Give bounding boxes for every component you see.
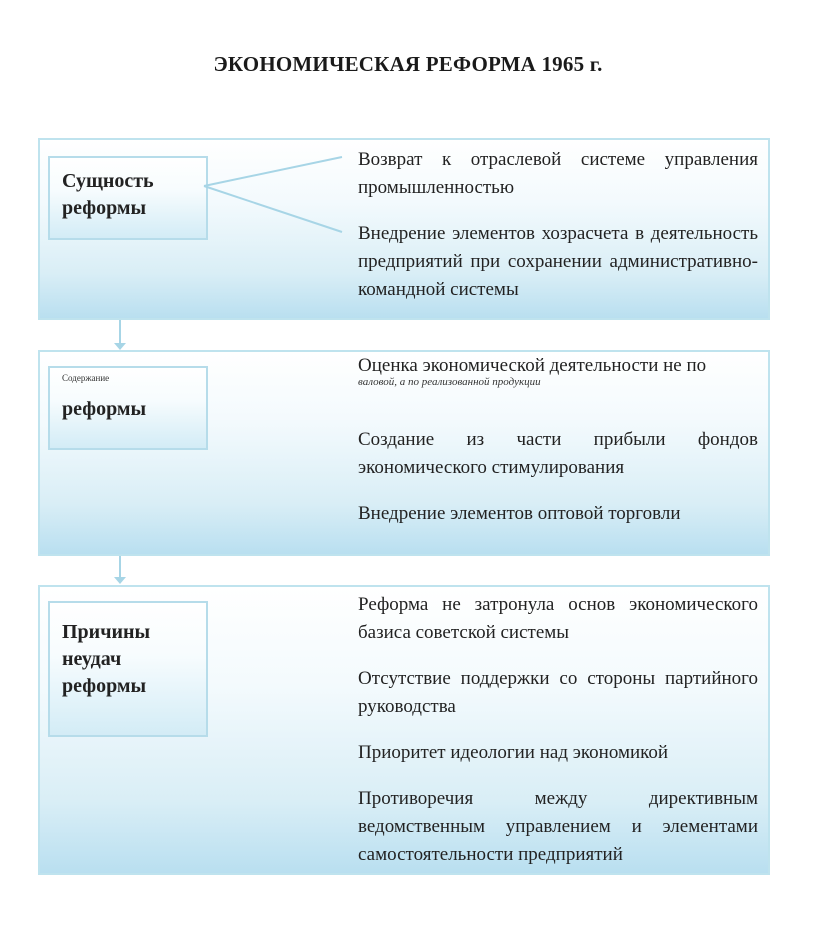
list-item: Создание из части прибыли фондов экономического стимулирования — [358, 429, 758, 478]
content-panel — [38, 350, 770, 556]
failure-items — [358, 591, 758, 869]
list-item: Внедрение элементов хозрасчета в деятельность предприятий при сохранении административно-командной системы — [358, 223, 758, 300]
list-item: Приоритет идеологии над экономикой — [358, 742, 669, 763]
list-item: Реформа не затронула основ экономического базиса советской системы — [358, 594, 758, 643]
essence-label: Сущность реформы — [62, 170, 154, 219]
content-label-box — [48, 366, 208, 450]
list-item-note: валовой, а по реализованной продукции — [358, 376, 541, 388]
list-item: Отсутствие поддержки со стороны партийного руководства — [358, 668, 758, 717]
failure-reasons-panel — [38, 585, 770, 875]
arrow-down-icon — [114, 577, 126, 584]
connector-line-1 — [204, 157, 342, 186]
failure-label-box — [48, 601, 208, 737]
failure-label: Причины неудач реформы — [62, 621, 151, 697]
content-items — [358, 352, 758, 528]
list-item: Противоречия между директивным ведомственным управлением и элементами самостоятельности предприятий — [358, 788, 758, 865]
essence-items — [358, 146, 758, 304]
flow-connector — [119, 320, 121, 344]
flow-connector — [119, 556, 121, 578]
list-item: Оценка экономической деятельности не по — [358, 355, 707, 376]
list-item: Возврат к отраслевой системе управления промышленностью — [358, 149, 758, 198]
arrow-down-icon — [114, 343, 126, 350]
connector-line-2 — [204, 186, 342, 232]
content-label-faint: Содержание — [62, 373, 110, 383]
essence-panel — [38, 138, 770, 320]
content-label: реформы — [62, 398, 147, 420]
list-item: Внедрение элементов оптовой торговли — [358, 503, 681, 524]
page-title: ЭКОНОМИЧЕСКАЯ РЕФОРМА 1965 г. — [213, 52, 603, 76]
